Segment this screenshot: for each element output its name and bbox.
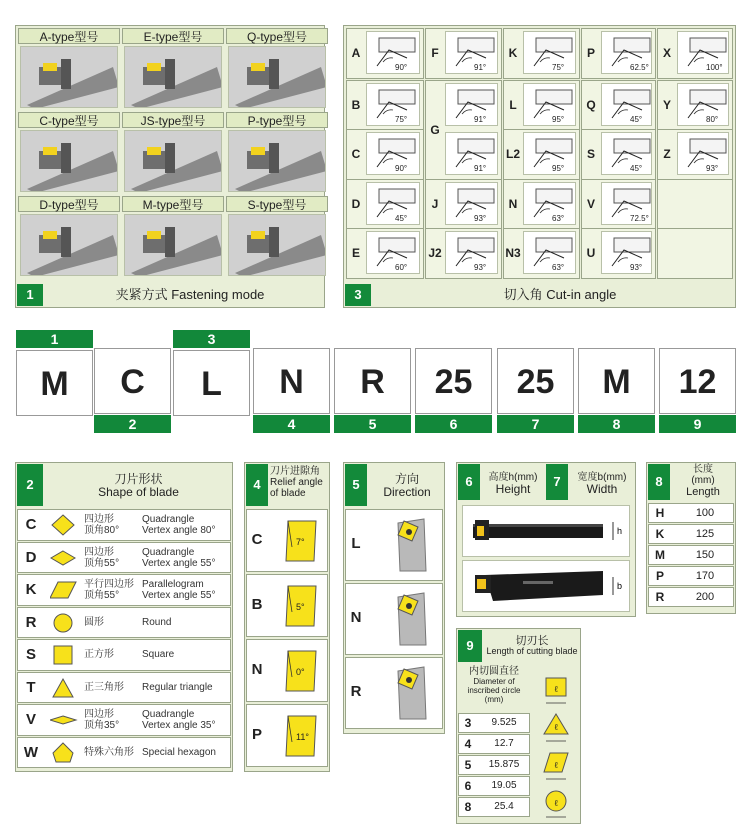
circle-icon bbox=[50, 611, 78, 635]
cutin-letter: U bbox=[586, 245, 596, 260]
fastening-type-label: C-type型号 bbox=[18, 112, 120, 128]
cutin-image bbox=[445, 132, 498, 175]
fastening-type-image bbox=[228, 214, 326, 276]
cutin-angle-value: 45° bbox=[630, 115, 643, 124]
cutin-letter: X bbox=[662, 45, 671, 60]
cutting-blade-icon bbox=[536, 786, 576, 822]
length-value: 125 bbox=[695, 528, 715, 540]
cutin-angle-value: 45° bbox=[630, 164, 643, 173]
hexagon-icon bbox=[50, 741, 78, 765]
triangle-icon bbox=[50, 676, 78, 700]
cutin-letter: S bbox=[586, 146, 595, 161]
cutin-image bbox=[677, 83, 729, 126]
cutting-diameter: 15.875 bbox=[488, 759, 520, 770]
cutin-letter: N3 bbox=[505, 245, 521, 260]
fastening-type-label: P-type型号 bbox=[226, 112, 328, 128]
shape-desc-en: Quadrangle Vertex angle 80° bbox=[142, 514, 216, 536]
code-character: R bbox=[334, 348, 411, 414]
cutting-code: 5 bbox=[464, 758, 472, 772]
code-top-tab: 3 bbox=[173, 330, 250, 348]
cutin-number: 3 bbox=[345, 284, 371, 306]
cutin-letter: J bbox=[431, 196, 439, 211]
cutin-image bbox=[366, 132, 420, 175]
cutin-letter: L bbox=[509, 97, 517, 112]
square-icon bbox=[50, 643, 78, 667]
cutting-blade-icon bbox=[536, 672, 576, 708]
code-bottom-tab: 7 bbox=[497, 415, 574, 433]
length-code: M bbox=[655, 548, 665, 562]
cutin-angle-value: 91° bbox=[474, 164, 487, 173]
shape-desc-en: Parallelogram Vertex angle 55° bbox=[142, 579, 216, 601]
length-value: 200 bbox=[695, 591, 715, 603]
code-bottom-tab: 9 bbox=[659, 415, 736, 433]
shape-desc-cn: 正三角形 bbox=[84, 681, 124, 693]
shape-desc-cn: 圆形 bbox=[84, 616, 104, 628]
cutin-title: 切入角 Cut-in angle bbox=[503, 287, 617, 302]
fastening-number: 1 bbox=[17, 284, 43, 306]
cutin-letter: Y bbox=[662, 97, 671, 112]
fastening-type-label: Q-type型号 bbox=[226, 28, 328, 44]
length-number: 8 bbox=[648, 464, 670, 500]
relief-insert-icon bbox=[282, 647, 320, 695]
cutin-angle-value: 60° bbox=[395, 263, 408, 272]
cutin-image bbox=[523, 31, 576, 74]
holder-width-image bbox=[462, 560, 630, 612]
cutin-letter: E bbox=[351, 245, 360, 260]
cutin-letter: G bbox=[430, 123, 440, 137]
relief-number: 4 bbox=[246, 464, 268, 506]
relief-code: B bbox=[251, 596, 263, 613]
cutting-diameter: 12.7 bbox=[494, 738, 514, 749]
cutin-angle-value: 75° bbox=[395, 115, 408, 124]
relief-code: N bbox=[251, 661, 263, 678]
cutin-letter: C bbox=[351, 146, 361, 161]
cutin-angle-value: 95° bbox=[552, 115, 565, 124]
cutting-code: 6 bbox=[464, 779, 472, 793]
height-title-cn: 高度h(mm) bbox=[488, 472, 538, 483]
shape-code: K bbox=[25, 581, 37, 598]
cutin-image bbox=[523, 231, 576, 274]
shape-number: 2 bbox=[17, 464, 43, 506]
direction-code: R bbox=[350, 683, 362, 700]
cutin-angle-value: 93° bbox=[474, 214, 487, 223]
code-character: M bbox=[578, 348, 655, 414]
relief-insert-icon bbox=[282, 712, 320, 760]
shape-code: S bbox=[25, 646, 36, 663]
direction-holder-icon bbox=[378, 663, 438, 723]
code-bottom-tab: 2 bbox=[94, 415, 171, 433]
cutting-blade-icon bbox=[536, 710, 576, 746]
shape-code: C bbox=[25, 516, 37, 533]
cutin-angle-value: 91° bbox=[474, 115, 487, 124]
code-character: 25 bbox=[497, 348, 574, 414]
code-bottom-tab: 8 bbox=[578, 415, 655, 433]
cutting-sub-en: Diameter of inscribed circle (mm) bbox=[467, 677, 521, 704]
shape-desc-en: Quadrangle Vertex angle 35° bbox=[142, 709, 216, 731]
cutting-l-label: ℓ bbox=[554, 799, 559, 809]
parallelogram-icon bbox=[50, 578, 78, 602]
shape-code: W bbox=[23, 743, 39, 761]
code-top-tab: 1 bbox=[16, 330, 93, 348]
cutin-letter: V bbox=[586, 196, 595, 211]
relief-insert-icon bbox=[282, 517, 320, 565]
cutin-image bbox=[523, 182, 576, 225]
length-value: 170 bbox=[695, 570, 715, 582]
direction-code: N bbox=[350, 609, 362, 626]
direction-title-cn: 方向 bbox=[394, 472, 419, 486]
cutin-angle-value: 93° bbox=[630, 263, 643, 272]
cutting-title-en: Length of cutting blade bbox=[486, 646, 578, 656]
cutin-image bbox=[601, 182, 652, 225]
shape-code: R bbox=[25, 613, 37, 631]
direction-holder-icon bbox=[378, 515, 438, 575]
fastening-type-image bbox=[124, 46, 222, 108]
cutin-angle-value: 93° bbox=[706, 164, 719, 173]
cutin-letter: L2 bbox=[505, 146, 520, 161]
cutting-diameter: 25.4 bbox=[494, 801, 514, 812]
cutin-letter: P bbox=[586, 45, 595, 60]
cutting-code: 4 bbox=[464, 737, 472, 751]
relief-angle-value: 11° bbox=[296, 732, 309, 742]
cutin-letter: D bbox=[351, 196, 361, 211]
fastening-type-image bbox=[124, 214, 222, 276]
relief-code: P bbox=[251, 726, 262, 743]
cutin-image bbox=[677, 132, 729, 175]
cutin-angle-value: 63° bbox=[552, 214, 565, 223]
direction-holder-icon bbox=[378, 589, 438, 649]
rhombus35-icon bbox=[50, 708, 78, 732]
direction-title-en: Direction bbox=[383, 485, 431, 499]
code-bottom-tab: 4 bbox=[253, 415, 330, 433]
cutin-angle-value: 90° bbox=[395, 164, 408, 173]
cutting-l-label: ℓ bbox=[554, 723, 559, 733]
cutting-sub-cn: 内切圆直径 bbox=[469, 666, 519, 677]
cutin-image bbox=[523, 83, 576, 126]
code-character: 25 bbox=[415, 348, 492, 414]
cutin-angle-value: 100° bbox=[706, 63, 723, 72]
shape-code: V bbox=[25, 711, 36, 728]
relief-title-en: Relief angle of blade bbox=[270, 477, 323, 499]
cutin-angle-value: 90° bbox=[395, 63, 408, 72]
code-character: N bbox=[253, 348, 330, 414]
shape-desc-en: Special hexagon bbox=[142, 746, 216, 758]
length-code: P bbox=[655, 569, 664, 583]
holder-h-dim: h bbox=[617, 526, 623, 536]
cutin-angle-value: 95° bbox=[552, 164, 565, 173]
length-code: K bbox=[655, 527, 665, 541]
height-number: 6 bbox=[458, 464, 480, 500]
relief-title-cn: 刀片进隙角 bbox=[270, 466, 320, 477]
shape-desc-cn: 四边形 顶角35° bbox=[84, 709, 120, 731]
width-title-cn: 宽度b(mm) bbox=[577, 472, 627, 483]
length-title-cn: 长度 bbox=[693, 464, 713, 475]
fastening-type-image bbox=[20, 214, 118, 276]
cutin-letter: F bbox=[431, 45, 439, 60]
cutin-letter: J2 bbox=[428, 245, 442, 260]
cutin-angle-value: 72.5° bbox=[630, 214, 649, 223]
fastening-type-image bbox=[228, 46, 326, 108]
shape-desc-en: Round bbox=[142, 616, 172, 628]
fastening-type-label: D-type型号 bbox=[18, 196, 120, 212]
fastening-type-label: A-type型号 bbox=[18, 28, 120, 44]
cutin-letter: Z bbox=[663, 146, 671, 161]
relief-angle-value: 0° bbox=[296, 667, 305, 677]
relief-angle-value: 5° bbox=[296, 602, 305, 612]
cutting-code: 3 bbox=[464, 716, 472, 730]
cutin-image bbox=[445, 231, 498, 274]
width-number: 7 bbox=[546, 464, 568, 500]
fastening-type-image bbox=[20, 46, 118, 108]
fastening-type-label: S-type型号 bbox=[226, 196, 328, 212]
shape-desc-cn: 平行四边形 顶角55° bbox=[84, 579, 134, 601]
cutin-letter: A bbox=[351, 45, 361, 60]
height-title-en: Height bbox=[495, 482, 531, 496]
cutin-image bbox=[366, 231, 420, 274]
length-title-en: Length bbox=[686, 486, 720, 498]
shape-desc-cn: 特殊六角形 bbox=[84, 746, 134, 758]
fastening-type-label: JS-type型号 bbox=[122, 112, 224, 128]
relief-insert-icon bbox=[282, 582, 320, 630]
cutting-blade-icon bbox=[536, 748, 576, 784]
code-character: L bbox=[173, 350, 250, 416]
cutin-letter: B bbox=[351, 97, 361, 112]
cutin-image bbox=[601, 83, 652, 126]
direction-code: L bbox=[351, 535, 361, 552]
shape-desc-en: Quadrangle Vertex angle 55° bbox=[142, 546, 216, 569]
code-character: C bbox=[94, 348, 171, 414]
width-title-en: Width bbox=[586, 482, 618, 496]
cutin-cell bbox=[657, 228, 733, 279]
fastening-type-image bbox=[124, 130, 222, 192]
fastening-type-label: E-type型号 bbox=[122, 28, 224, 44]
shape-code: D bbox=[25, 548, 37, 566]
cutin-angle-value: 80° bbox=[706, 115, 719, 124]
cutting-l-label: ℓ bbox=[554, 761, 559, 771]
cutin-cell bbox=[657, 179, 733, 230]
cutin-angle-value: 91° bbox=[474, 63, 487, 72]
shape-desc-en: Regular triangle bbox=[142, 681, 213, 693]
fastening-type-image bbox=[20, 130, 118, 192]
shape-desc-cn: 正方形 bbox=[84, 649, 114, 660]
cutin-letter: K bbox=[508, 45, 518, 60]
rhombus80-icon bbox=[50, 513, 78, 537]
code-bottom-tab: 6 bbox=[415, 415, 492, 433]
shape-desc-cn: 四边形 顶角80° bbox=[84, 514, 120, 536]
fastening-type-image bbox=[228, 130, 326, 192]
cutin-image bbox=[445, 182, 498, 225]
cutting-diameter: 9.525 bbox=[491, 717, 517, 728]
cutin-image bbox=[445, 83, 498, 126]
cutting-l-label: ℓ bbox=[554, 685, 559, 695]
rhombus55-icon bbox=[50, 546, 78, 570]
shape-desc-cn: 四边形 顶角55° bbox=[84, 546, 120, 569]
fastening-title: 夹紧方式 Fastening mode bbox=[115, 287, 265, 302]
cutin-image bbox=[366, 31, 420, 74]
relief-angle-value: 7° bbox=[296, 537, 305, 547]
cutin-image bbox=[366, 182, 420, 225]
cutting-number: 9 bbox=[458, 630, 482, 662]
cutting-code: 8 bbox=[464, 800, 472, 814]
cutin-image bbox=[601, 231, 652, 274]
cutin-angle-value: 75° bbox=[552, 63, 565, 72]
shape-code: T bbox=[26, 678, 36, 696]
shape-title-en: Shape of blade bbox=[98, 485, 179, 499]
cutin-image bbox=[366, 83, 420, 126]
relief-code: C bbox=[251, 531, 263, 548]
direction-number: 5 bbox=[345, 464, 367, 506]
cutin-letter: N bbox=[508, 196, 518, 211]
cutin-image bbox=[601, 132, 652, 175]
cutin-angle-value: 62.5° bbox=[630, 63, 649, 72]
fastening-type-label: M-type型号 bbox=[122, 196, 224, 212]
length-code: R bbox=[655, 590, 665, 604]
length-value: 100 bbox=[695, 507, 715, 519]
cutin-angle-value: 93° bbox=[474, 263, 487, 272]
code-bottom-tab: 5 bbox=[334, 415, 411, 433]
shape-desc-en: Square bbox=[142, 649, 175, 660]
cutin-image bbox=[523, 132, 576, 175]
cutin-angle-value: 45° bbox=[395, 214, 408, 223]
code-character: 12 bbox=[659, 348, 736, 414]
cutin-image bbox=[445, 31, 498, 74]
cutting-title-cn: 切刃长 bbox=[515, 635, 549, 647]
length-code: H bbox=[655, 506, 665, 520]
cutin-image bbox=[601, 31, 652, 74]
cutin-image bbox=[677, 31, 729, 74]
holder-height-image bbox=[462, 505, 630, 557]
cutin-letter: Q bbox=[586, 97, 596, 112]
cutting-diameter: 19.05 bbox=[491, 780, 517, 791]
cutin-angle-value: 63° bbox=[552, 263, 565, 272]
length-value: 150 bbox=[695, 549, 715, 561]
code-character: M bbox=[16, 350, 93, 416]
holder-b-dim: b bbox=[617, 581, 623, 591]
shape-title-cn: 刀片形状 bbox=[114, 472, 163, 486]
length-title-unit: (mm) bbox=[691, 475, 715, 486]
